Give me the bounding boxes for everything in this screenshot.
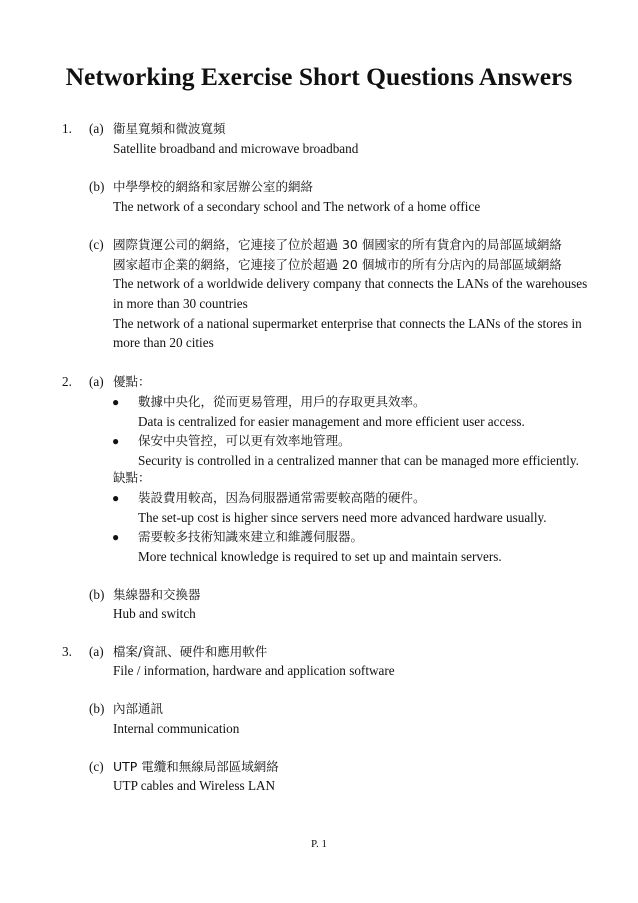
disadvantage-1-english: The set-up cost is higher since servers need more advanced hardware usually. [138,510,547,525]
q1-part-a-chinese: 衞星寬頻和微波寬頻 [113,121,226,136]
q3-part-a-english: File / information, hardware and application software [113,663,395,678]
bullet: ● [112,395,120,409]
q1-part-b-chinese: 中學學校的網絡和家居辦公室的網絡 [113,179,314,194]
q1-part-b-english: The network of a secondary school and The network of a home office [113,199,481,214]
advantage-1-english: Data is centralized for easier management and more efficient user access. [138,414,525,429]
advantage-2-english: Security is controlled in a centralized manner that can be managed more efficiently. [138,453,579,468]
bullet: ● [112,434,120,448]
disadvantages-heading: 缺點： [113,470,151,485]
disadvantage-2-chinese: 需要較多技術知識來建立和維護伺服器。 [138,529,364,544]
q3-part-b-chinese: 內部通訊 [113,701,164,716]
q1-part-c-english-1a: The network of a worldwide delivery company that connects the LANs of the warehouses [113,276,588,291]
q1-part-a-english: Satellite broadband and microwave broadband [113,141,359,156]
question-3-number: 3. [62,644,72,659]
q1-part-c-letter: (c) [89,237,104,252]
page-number: P. 1 [311,838,327,850]
q1-part-c-chinese-2: 國家超市企業的網絡，它連接了位於超過 20 個城市的所有分店內的局部區域網絡 [113,257,562,272]
bullet: ● [112,530,120,544]
q2-part-b-letter: (b) [89,587,105,602]
q3-part-b-english: Internal communication [113,721,240,736]
advantage-1-chinese: 數據中央化，從而更易管理，用戶的存取更具效率。 [138,394,426,409]
question-2-number: 2. [62,374,72,389]
document-title: Networking Exercise Short Questions Answers [65,62,573,91]
q1-part-c-english-1b: in more than 30 countries [113,296,248,311]
q1-part-a-letter: (a) [89,121,104,136]
q3-part-c-letter: (c) [89,759,104,774]
q3-part-a-letter: (a) [89,644,104,659]
q3-part-c-chinese: UTP 電纜和無線局部區域網絡 [113,759,279,774]
q3-part-a-chinese: 檔案/資訊、硬件和應用軟件 [113,644,268,659]
question-1-number: 1. [62,121,72,136]
disadvantage-2-english: More technical knowledge is required to set up and maintain servers. [138,549,502,564]
q1-part-b-letter: (b) [89,179,105,194]
advantage-2-chinese: 保安中央管控，可以更有效率地管理。 [138,433,351,448]
q2-part-b-english: Hub and switch [113,606,196,621]
bullet: ● [112,491,120,505]
q1-part-c-chinese-1: 國際貨運公司的網絡，它連接了位於超過 30 個國家的所有貨倉內的局部區域網絡 [113,237,562,252]
q2-part-b-chinese: 集線器和交換器 [113,587,201,602]
q1-part-c-english-2b: more than 20 cities [113,335,214,350]
advantages-heading: 優點： [113,374,151,389]
q2-part-a-letter: (a) [89,374,104,389]
disadvantage-1-chinese: 裝設費用較高，因為伺服器通常需要較高階的硬件。 [138,490,426,505]
q3-part-c-english: UTP cables and Wireless LAN [113,778,276,793]
q3-part-b-letter: (b) [89,701,105,716]
q1-part-c-english-2a: The network of a national supermarket enterprise that connects the LANs of the stores in [113,316,582,331]
